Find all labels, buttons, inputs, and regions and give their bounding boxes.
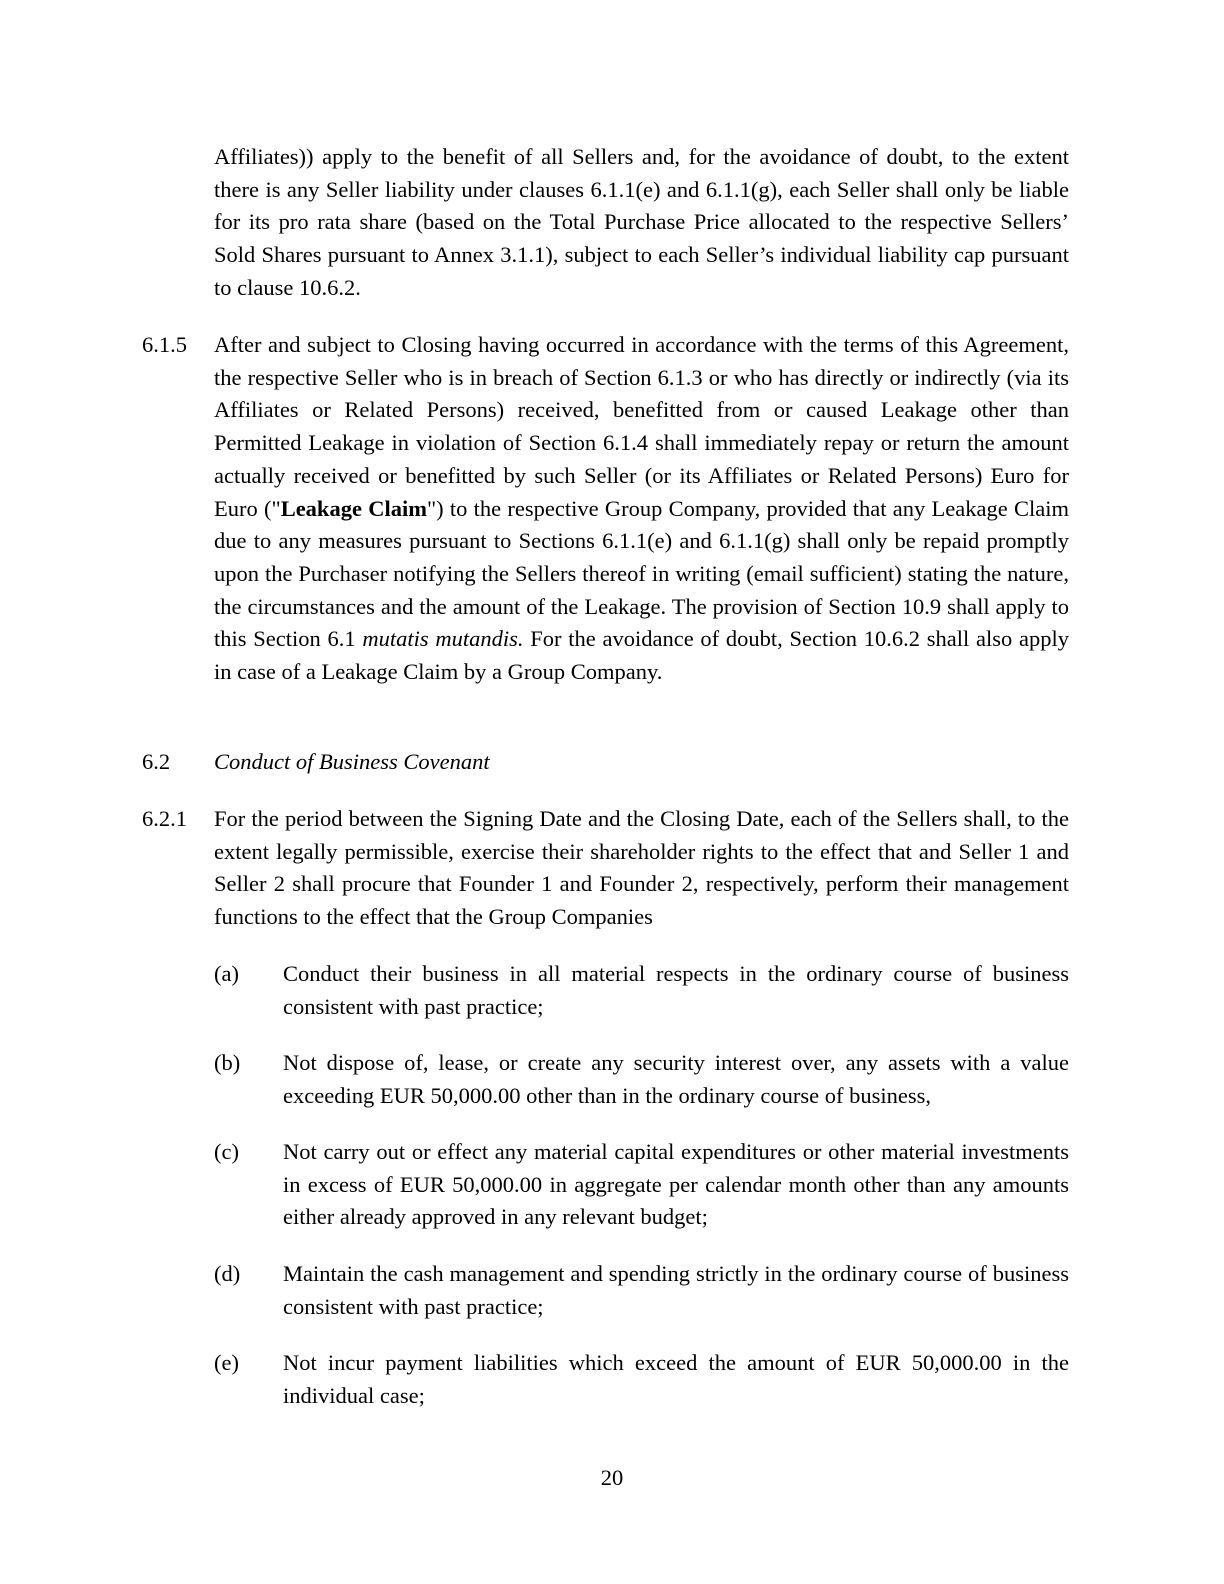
page-number: 20 (600, 1465, 624, 1490)
section-number-6-2: 6.2 (142, 749, 171, 774)
item-e-text: Not incur payment liabilities which exceed the amount of EUR 50,000.00 in the individual case; (283, 1350, 1069, 1408)
clause-6-1-5-text-2: ") to the respective Group Company, provided that any Leakage Claim due to any measures pursuant to Sections 6.1.1(e) and 6.1.1(g) shall only be repaid promptly upon the Purchaser notifying the Sellers thereof in writing (email sufficient) stating the nature, the circumstances and the amount of the Leakage. The provision of Section 10.9 shall apply to this Section 6.1 (214, 495, 1069, 652)
defined-term-leakage-claim: Leakage Claim (280, 495, 427, 521)
item-b-text: Not dispose of, lease, or create any security interest over, any assets with a value exceeding EUR 50,000.00 other than in the ordinary course of business, (283, 1050, 1069, 1108)
clause-number-6-1-5: 6.1.5 (142, 332, 187, 357)
clause-6-1-5-text-1: After and subject to Closing having occurred in accordance with the terms of this Agreement, the respective Seller who is in breach of Section 6.1.3 or who has directly or indirectly (via its Affiliates or Related Persons) received, benefitted from or caused Leakage other than Permitted Leakage in violation of Section 6.1.4 shall immediately repay or return the amount actually received or benefitted by such Seller (or its Affiliates or Related Persons) Euro for Euro (" (214, 332, 1069, 521)
clause-number-6-2-1: 6.2.1 (142, 806, 187, 831)
item-label-d: (d) (214, 1261, 241, 1286)
clause-6-1-5-text-3: For the avoidance of doubt, Section 10.6.2 shall also apply in case of a Leakage Claim by a Group Company. (214, 626, 1069, 685)
item-a-text: Conduct their business in all material respects in the ordinary course of business consistent with past practice; (283, 961, 1069, 1019)
item-label-c: (c) (214, 1139, 239, 1164)
clause-6-2-1-paragraph (214, 803, 1069, 934)
latin-phrase: mutatis mutandis. (362, 626, 524, 652)
item-label-e: (e) (214, 1350, 239, 1375)
clause-6-1-5-paragraph (214, 329, 1069, 689)
carry-over-text: Affiliates)) apply to the benefit of all Sellers and, for the avoidance of doubt, to the extent there is any Seller liability under clauses 6.1.1(e) and 6.1.1(g), each Seller shall only be liable for its pro rata share (based on the Total Purchase Price allocated to the respective Sellers’ Sold Shares pursuant to Annex 3.1.1), subject to each Seller’s individual liability cap pursuant to clause 10.6.2. (214, 144, 1069, 300)
item-c-text: Not carry out or effect any material capital expenditures or other material investments in excess of EUR 50,000.00 in aggregate per calendar month other than any amounts either already approved in any relevant budget; (283, 1139, 1069, 1230)
section-heading: Conduct of Business Covenant (214, 749, 490, 774)
carry-over-paragraph (214, 141, 1069, 305)
clause-6-2-1-text: For the period between the Signing Date and the Closing Date, each of the Sellers shall, to the extent legally permissible, exercise their shareholder rights to the effect that and Seller 1 and Seller 2 shall procure that Founder 1 and Founder 2, respectively, perform their management functions to the effect that the Group Companies (214, 806, 1069, 930)
item-label-a: (a) (214, 961, 239, 986)
item-d-text: Maintain the cash management and spending strictly in the ordinary course of business consistent with past practice; (283, 1261, 1069, 1319)
item-label-b: (b) (214, 1050, 241, 1075)
